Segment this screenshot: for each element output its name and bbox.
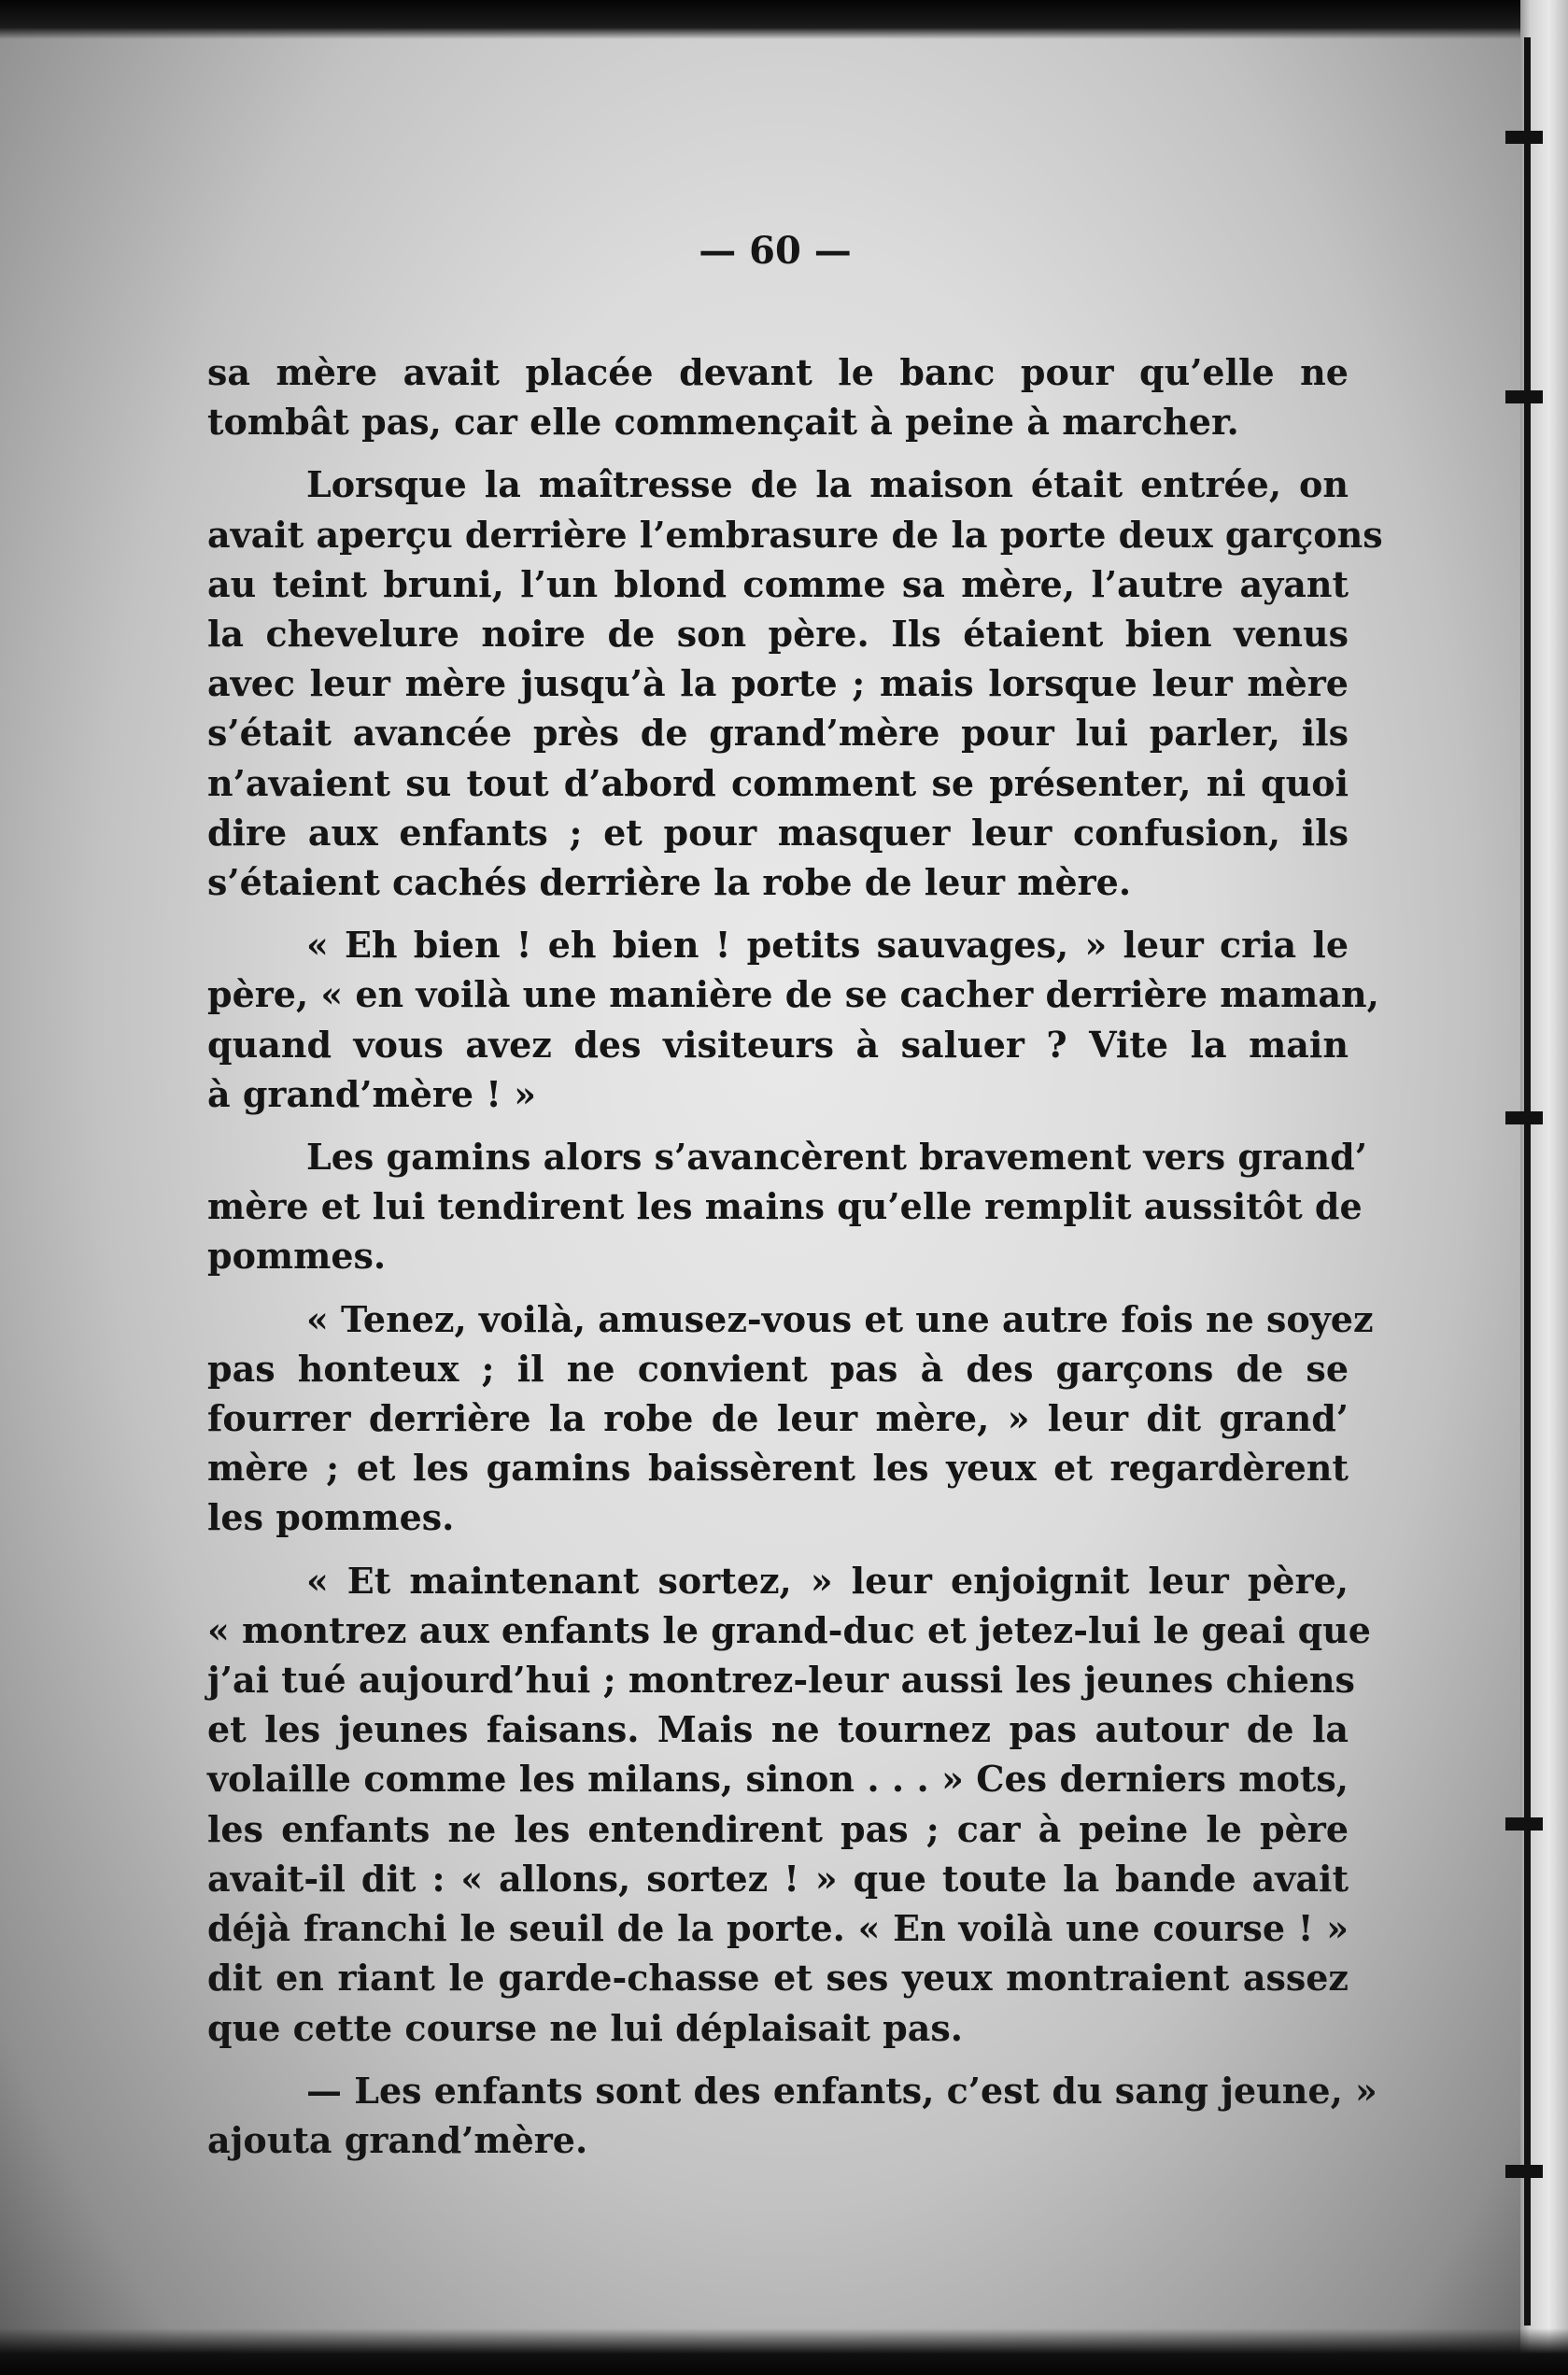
paragraph (207, 347, 1349, 446)
text-line: j’ai tué aujourd’hui ; montrez-leur aussi les jeunes chiens (207, 1659, 1355, 1702)
scan-bottom-shadow (0, 2328, 1568, 2375)
text-line: avait aperçu derrière l’embrasure de la porte deux garçons (207, 513, 1383, 556)
text-line: s’était avancée près de grand’mère pour lui parler, ils (207, 712, 1349, 755)
text-line: pas honteux ; il ne convient pas à des garçons de se (207, 1347, 1349, 1390)
text-line: la chevelure noire de son père. Ils étaient bien venus (207, 613, 1349, 656)
text-line: « Et maintenant sortez, » leur enjoignit leur père, (306, 1559, 1349, 1602)
text-line: volaille comme les milans, sinon . . . » Ces derniers mots, (207, 1758, 1349, 1801)
paragraph (207, 1132, 1367, 1281)
text-line: père, « en voilà une manière de se cacher derrière maman, (207, 973, 1379, 1016)
text-line: « montrez aux enfants le grand-duc et jetez-lui le geai que (207, 1608, 1371, 1651)
page-number: — 60 — (699, 229, 852, 273)
text-line: « Eh bien ! eh bien ! petits sauvages, » leur cria le (306, 924, 1349, 967)
text-line: à grand’mère ! » (207, 1072, 536, 1115)
text-line: « Tenez, voilà, amusez-vous et une autre fois ne soyez (306, 1297, 1374, 1340)
text-line: ajouta grand’mère. (207, 2118, 588, 2161)
binding-mark (1505, 1111, 1543, 1124)
scan-top-shadow (0, 0, 1568, 39)
text-line: que cette course ne lui déplaisait pas. (207, 2006, 963, 2049)
text-line: au teint bruni, l’un blond comme sa mère, l’autre ayant (207, 562, 1349, 605)
text-line: dit en riant le garde-chasse et ses yeux montraient assez (207, 1957, 1349, 2000)
text-line: et les jeunes faisans. Mais ne tournez pas autour de la (207, 1708, 1349, 1751)
binding-mark (1505, 131, 1543, 144)
binding-mark (1505, 390, 1543, 403)
text-line: quand vous avez des visiteurs à saluer ? Vite la main (207, 1023, 1349, 1066)
text-line: dire aux enfants ; et pour masquer leur confusion, ils (207, 811, 1349, 854)
paragraph (207, 920, 1379, 1119)
paragraph (207, 1556, 1371, 2053)
text-line: tombât pas, car elle commençait à peine à marcher. (207, 401, 1239, 444)
binding-mark (1505, 1817, 1543, 1831)
text-line: — Les enfants sont des enfants, c’est du sang jeune, » (306, 2069, 1377, 2112)
text-line: fourrer derrière la robe de leur mère, » leur dit grand’ (207, 1397, 1349, 1440)
binding-spine-line (1524, 37, 1531, 2326)
text-line: les pommes. (207, 1496, 455, 1539)
text-line: pommes. (207, 1235, 387, 1278)
paragraph (207, 1294, 1374, 1543)
text-line: n’avaient su tout d’abord comment se présenter, ni quoi (207, 761, 1349, 804)
text-line: Lorsque la maîtresse de la maison était entrée, on (306, 463, 1349, 506)
text-line: mère et lui tendirent les mains qu’elle remplit aussitôt de (207, 1185, 1363, 1228)
paragraph (207, 459, 1383, 907)
text-line: sa mère avait placée devant le banc pour qu’elle ne (207, 351, 1349, 393)
text-line: les enfants ne les entendirent pas ; car à peine le père (207, 1807, 1349, 1850)
paragraph (207, 2066, 1377, 2165)
text-line: avec leur mère jusqu’à la porte ; mais lorsque leur mère (207, 662, 1349, 705)
text-line: mère ; et les gamins baissèrent les yeux et regardèrent (207, 1447, 1349, 1490)
text-line: s’étaient cachés derrière la robe de leur mère. (207, 861, 1132, 904)
text-line: avait-il dit : « allons, sortez ! » que toute la bande avait (207, 1857, 1349, 1900)
body-text (207, 347, 1383, 2178)
text-line: déjà franchi le seuil de la porte. « En voilà une course ! » (207, 1907, 1349, 1950)
text-line: Les gamins alors s’avancèrent bravement vers grand’ (306, 1136, 1367, 1179)
binding-mark (1505, 2165, 1543, 2178)
